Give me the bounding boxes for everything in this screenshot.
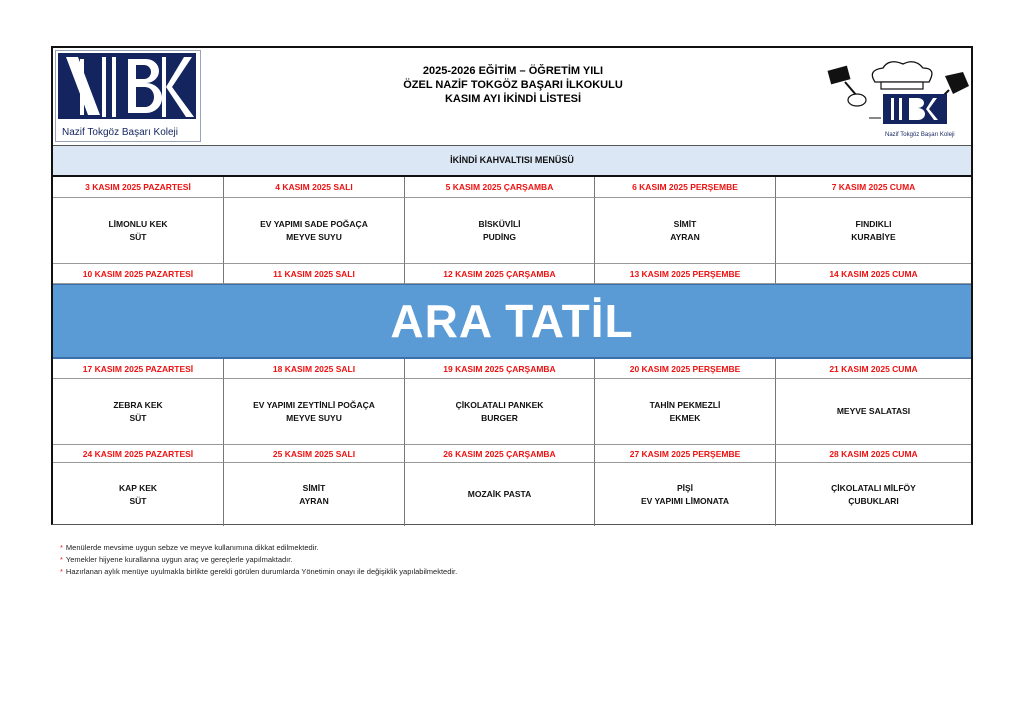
chef-logo-icon (825, 58, 971, 142)
menu-item: ÇUBUKLARI (848, 495, 899, 506)
date-cell: 20 KASIM 2025 PERŞEMBE (595, 359, 776, 379)
menu-item: SÜT (129, 231, 147, 242)
menu-item: FINDIKLI (855, 218, 892, 229)
menu-item: TAHİN PEKMEZLİ (649, 399, 721, 410)
menu-item: MEYVE SUYU (286, 231, 342, 242)
holiday-band: ARA TATİL (53, 284, 971, 359)
menu-row (53, 379, 971, 445)
menu-item: SÜT (129, 495, 147, 506)
menu-row (53, 463, 971, 526)
menu-item: PUDİNG (482, 231, 517, 242)
date-cell: 4 KASIM 2025 SALI (224, 177, 405, 198)
date-cell: 13 KASIM 2025 PERŞEMBE (595, 264, 776, 284)
menu-item: EV YAPIMI ZEYTİNLİ POĞAÇA (253, 399, 375, 410)
title-line-2: ÖZEL NAZİF TOKGÖZ BAŞARI İLKOKULU (403, 79, 623, 91)
menu-item: EV YAPIMI LİMONATA (640, 495, 729, 506)
menu-cell (595, 198, 776, 264)
date-row (53, 445, 971, 463)
chef-hat-icon (872, 62, 932, 89)
asterisk-marker: * (60, 543, 63, 552)
date-cell: 25 KASIM 2025 SALI (224, 445, 405, 463)
menu-row (53, 198, 971, 264)
menu-item: EKMEK (669, 412, 701, 423)
date-cell: 10 KASIM 2025 PAZARTESİ (53, 264, 224, 284)
date-row (53, 177, 971, 198)
date-cell: 27 KASIM 2025 PERŞEMBE (595, 445, 776, 463)
footnote (60, 554, 760, 566)
menu-item: BİSKÜVİLİ (478, 218, 521, 229)
date-cell: 14 KASIM 2025 CUMA (776, 264, 971, 284)
menu-item: LİMONLU KEK (108, 218, 168, 229)
footnote-text: Menülerde mevsime uygun sebze ve meyve kullanımına dikkat edilmektedir. (65, 543, 319, 552)
menu-item: PİŞİ (676, 482, 694, 493)
date-cell: 26 KASIM 2025 ÇARŞAMBA (405, 445, 595, 463)
logo-left-caption: Nazif Tokgöz Başarı Koleji (62, 127, 178, 138)
menu-item: AYRAN (299, 495, 329, 506)
menu-item: SİMİT (302, 482, 326, 493)
menu-cell (776, 379, 971, 445)
menu-item: MOZAİK PASTA (467, 489, 532, 499)
date-row (53, 359, 971, 379)
menu-item: KAP KEK (118, 482, 158, 493)
table-header (53, 48, 971, 145)
menu-table (51, 46, 973, 525)
menu-item: MEYVE SUYU (286, 412, 342, 423)
menu-banner: İKİNDİ KAHVALTISI MENÜSÜ (53, 145, 971, 177)
date-cell: 28 KASIM 2025 CUMA (776, 445, 971, 463)
menu-item: ÇİKOLATALI PANKEK (455, 399, 544, 410)
date-cell: 17 KASIM 2025 PAZARTESİ (53, 359, 224, 379)
menu-cell (53, 379, 224, 445)
date-cell: 21 KASIM 2025 CUMA (776, 359, 971, 379)
menu-item: AYRAN (670, 231, 700, 242)
menu-cell (53, 198, 224, 264)
date-cell: 3 KASIM 2025 PAZARTESİ (53, 177, 224, 198)
footnote-text: Yemekler hijyene kurallanna uygun araç ve gereçlerle yapılmaktadır. (65, 555, 293, 564)
menu-item: ÇİKOLATALI MİLFÖY (831, 482, 916, 493)
menu-cell (405, 198, 595, 264)
menu-item: SÜT (129, 412, 147, 423)
menu-cell (776, 198, 971, 264)
menu-item: EV YAPIMI SADE POĞAÇA (260, 218, 368, 229)
footnotes (60, 542, 760, 578)
date-cell: 6 KASIM 2025 PERŞEMBE (595, 177, 776, 198)
menu-item: SİMİT (673, 218, 697, 229)
menu-item: KURABİYE (851, 231, 896, 242)
menu-cell (776, 463, 971, 526)
title-line-3: KASIM AYI İKİNDİ LİSTESİ (444, 93, 582, 105)
menu-cell (405, 379, 595, 445)
document-title (203, 64, 823, 106)
date-cell: 7 KASIM 2025 CUMA (776, 177, 971, 198)
menu-cell (224, 198, 405, 264)
date-cell: 19 KASIM 2025 ÇARŞAMBA (405, 359, 595, 379)
nibk-logo-icon (56, 51, 200, 141)
menu-cell (595, 463, 776, 526)
date-cell: 18 KASIM 2025 SALI (224, 359, 405, 379)
date-cell: 11 KASIM 2025 SALI (224, 264, 405, 284)
footnote-text: Hazırlanan aylık menüye uyulmakla birlikte gerekli görülen durumlarda Yönetimin onayı ile değişiklik yapılabilmektedir. (65, 567, 458, 576)
menu-cell (53, 463, 224, 526)
menu-cell (595, 379, 776, 445)
date-cell: 5 KASIM 2025 ÇARŞAMBA (405, 177, 595, 198)
asterisk-marker: * (60, 567, 63, 576)
menu-cell (405, 463, 595, 526)
menu-item: ZEBRA KEK (113, 399, 163, 410)
spatula-icon (828, 66, 866, 106)
logo-right-caption: Nazif Tokgöz Başarı Koleji (885, 132, 955, 138)
menu-item: BURGER (481, 412, 518, 423)
date-cell: 12 KASIM 2025 ÇARŞAMBA (405, 264, 595, 284)
school-logo-right (825, 58, 971, 142)
asterisk-marker: * (60, 555, 63, 564)
footnote (60, 542, 760, 554)
date-cell: 24 KASIM 2025 PAZARTESİ (53, 445, 224, 463)
footnote (60, 566, 760, 578)
title-line-1: 2025-2026 EĞİTİM – ÖĞRETİM YILI (422, 65, 604, 77)
school-logo-left (55, 50, 201, 142)
date-row (53, 264, 971, 284)
menu-cell (224, 463, 405, 526)
menu-cell (224, 379, 405, 445)
menu-item: MEYVE SALATASI (836, 406, 911, 416)
